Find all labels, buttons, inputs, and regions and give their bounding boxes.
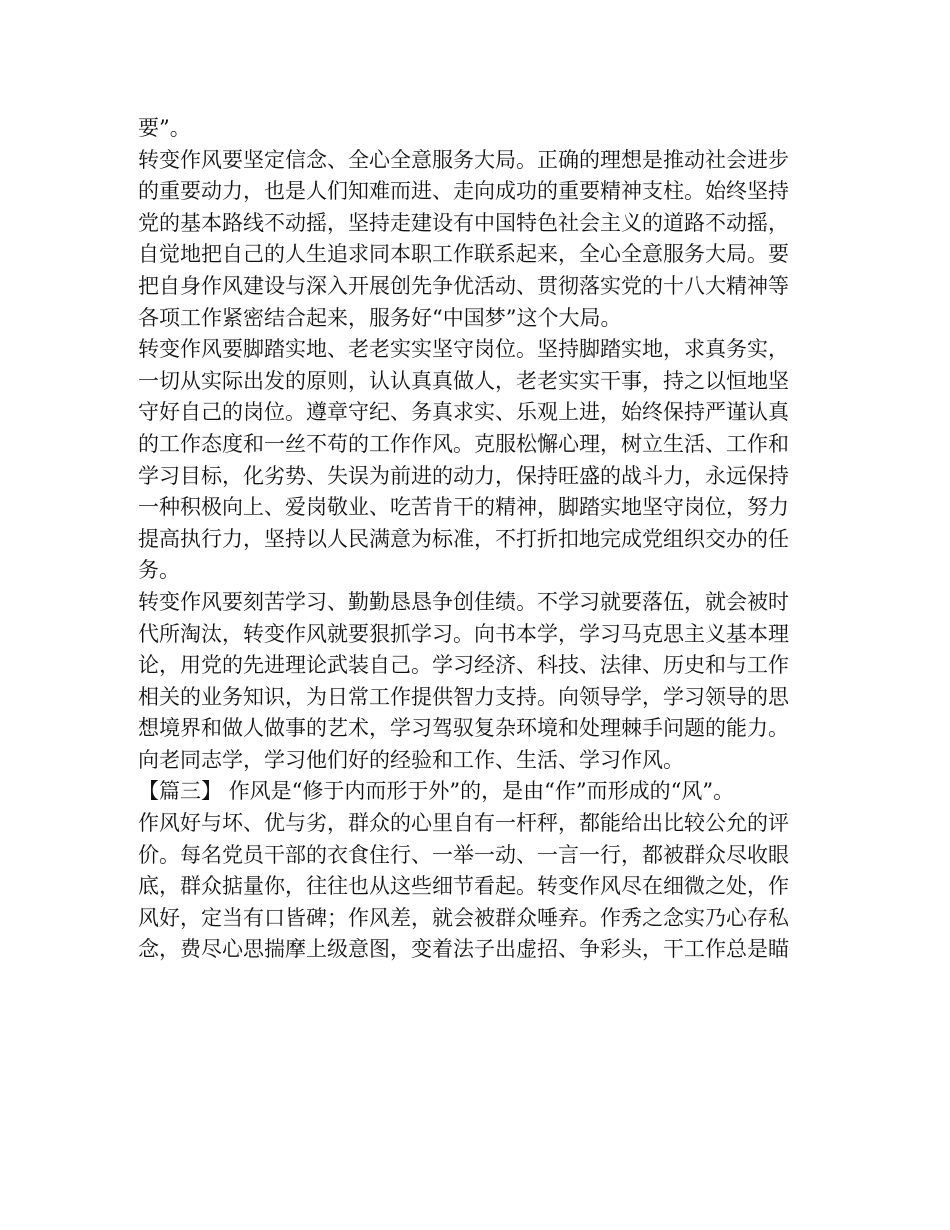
text-line: 想境界和做人做事的艺术，学习驾驭复杂环境和处理棘手问题的能力。 (138, 716, 789, 741)
text-line: 各项工作紧密结合起来，服务好“中国梦”这个大局。 (138, 305, 622, 330)
text-line: 务。 (138, 558, 180, 583)
text-line: 自觉地把自己的人生追求同本职工作联系起来，全心全意服务大局。要 (138, 242, 789, 267)
text-line: 一切从实际出发的原则，认认真真做人，老老实实干事，持之以恒地坚 (138, 368, 789, 393)
text-line: 念，费尽心思揣摩上级意图，变着法子出虚招、争彩头，干工作总是瞄 (138, 937, 789, 962)
text-line: 的工作态度和一丝不苟的工作作风。克服松懈心理，树立生活、工作和 (138, 431, 789, 456)
text-line: 转变作风要刻苦学习、勤勤恳恳争创佳绩。不学习就要落伍，就会被时 (138, 589, 789, 614)
text-line: 风好，定当有口皆碑；作风差，就会被群众唾弃。作秀之念实乃心存私 (138, 905, 789, 930)
text-line: 的重要动力，也是人们知难而进、走向成功的重要精神支柱。始终坚持 (138, 179, 789, 204)
text-line: 守好自己的岗位。遵章守纪、务真求实、乐观上进，始终保持严谨认真 (138, 400, 789, 425)
text-line: 向老同志学，学习他们好的经验和工作、生活、学习作风。 (138, 747, 684, 772)
text-line: 作风好与坏、优与劣，群众的心里自有一杆秤，都能给出比较公允的评 (138, 811, 789, 836)
text-line: 论，用党的先进理论武装自己。学习经济、科技、法律、历史和与工作 (138, 653, 789, 678)
text-line: 【篇三】 作风是“修于内而形于外”的，是由“作”而形成的“风”。 (138, 779, 735, 804)
text-line: 学习目标，化劣势、失误为前进的动力，保持旺盛的战斗力，永远保持 (138, 463, 789, 488)
text-line: 要”。 (138, 116, 191, 140)
text-line: 提高执行力，坚持以人民满意为标准，不打折扣地完成党组织交办的任 (138, 526, 789, 551)
text-line: 一种积极向上、爱岗敬业、吃苦肯干的精神，脚踏实地坚守岗位，努力 (138, 495, 789, 520)
text-line: 底，群众掂量你，往往也从这些细节看起。转变作风尽在细微之处，作 (138, 874, 789, 899)
text-line: 转变作风要坚定信念、全心全意服务大局。正确的理想是推动社会进步 (138, 147, 789, 172)
text-line: 把自身作风建设与深入开展创先争优活动、贯彻落实党的十八大精神等 (138, 273, 789, 298)
text-line: 代所淘汰，转变作风就要狠抓学习。向书本学，学习马克思主义基本理 (138, 621, 789, 646)
text-line: 价。每名党员干部的衣食住行、一举一动、一言一行，都被群众尽收眼 (138, 842, 789, 867)
document-body (138, 113, 818, 966)
text-line: 转变作风要脚踏实地、老老实实坚守岗位。坚持脚踏实地，求真务实， (138, 337, 789, 362)
text-line: 党的基本路线不动摇，坚持走建设有中国特色社会主义的道路不动摇， (138, 210, 789, 235)
text-line: 相关的业务知识，为日常工作提供智力支持。向领导学，学习领导的思 (138, 684, 789, 709)
